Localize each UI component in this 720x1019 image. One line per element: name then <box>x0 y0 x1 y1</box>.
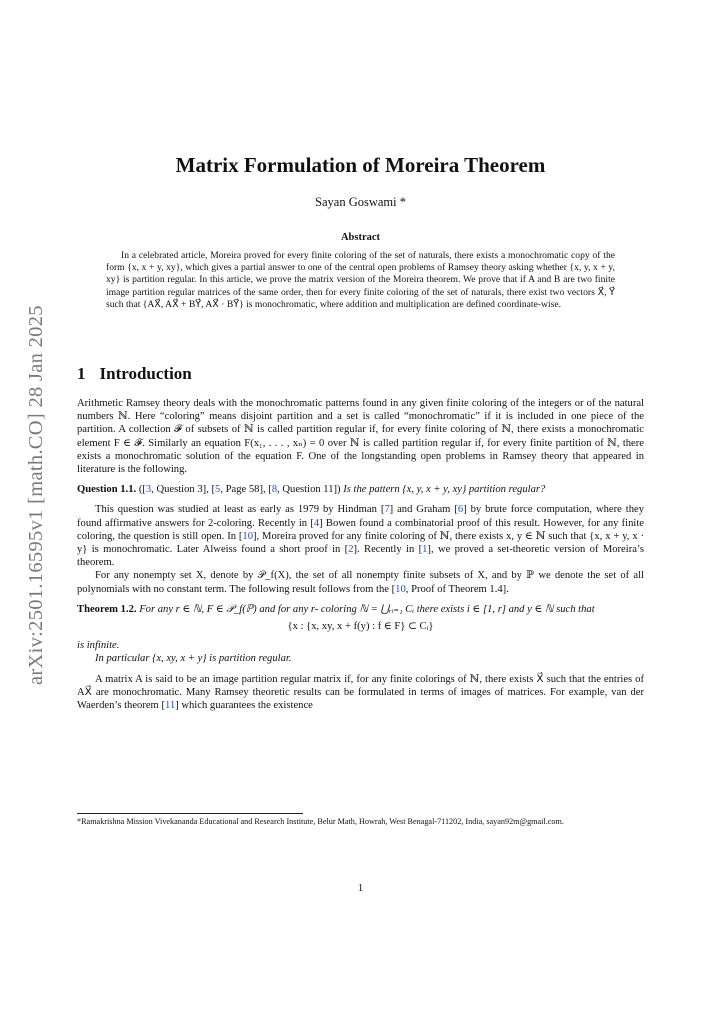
arxiv-identifier-stamp <box>14 290 54 690</box>
citation-link[interactable]: 1 <box>422 544 428 556</box>
citation-link[interactable]: 8 <box>271 484 278 496</box>
citation-link[interactable]: 11 <box>164 700 176 712</box>
matrix-paragraph: A matrix A is said to be an image partition regular matrix if, for any finite colorings of ℕ, there exists X⃗ such that the entries of AX⃗ are monochromatic. Many Ramsey theoretic results can be formulated in terms of images of matrices. For example, van der Waerden’s theorem [11] which guarantees the existence <box>77 673 644 712</box>
citation-link[interactable]: 3 <box>145 484 152 496</box>
citation-link[interactable]: 10 <box>242 530 254 542</box>
history-paragraph: This question was studied at least as early as 1979 by Hindman [7] and Graham [6] by brute force computation, where they found affirmative answers for 2-coloring. Recently in [4] Bowen found a combinatorial proof of this result. However, for any finite coloring, the question is still open. In [10], Moreira proved for any finite coloring of ℕ, there exists x, y ∈ ℕ such that {x, x + y, x · y} is monochromatic. Later Alweiss found a short proof in [2]. Recently in [1], we proved a set-theoretic version of Moreira’s theorem. <box>77 504 645 569</box>
footnote-rule <box>77 813 303 814</box>
abstract-text: In a celebrated article, Moreira proved for every finite coloring of the set of naturals, there exists a monochromatic copy of the form {x, x + y, xy}, which gives a partial answer to one of the central open problems of Ramsey theory asking whether {x, y, x + y, xy} is partition regular. In this article, we prove the matrix version of the Moreira theorem. We prove that if A and B are two finite image partition regular matrices of the same order, then for every finite coloring of the set of naturals, there exist two vectors X⃗, Y⃗ such that {AX⃗, AX⃗ + BY⃗, AX⃗ · BY⃗} is monochromatic, where addition and multiplication are defined coordinate-wise. <box>106 250 615 310</box>
citation-link[interactable]: 10 <box>395 583 406 595</box>
arxiv-stamp-text: arXiv:2501.16595v1 [math.CO] 28 Jan 2025 <box>25 305 47 685</box>
question-label: Question 1.1. <box>77 484 137 496</box>
theorem-corollary: In particular {x, xy, x + y} is partition regular. <box>95 653 292 665</box>
page-number: 1 <box>357 883 364 894</box>
intro-paragraph: Arithmetic Ramsey theory deals with the monochromatic patterns found in any given finite coloring of the integers or of the natural numbers ℕ. Here “coloring” means disjoint partition and a set is called “monochromatic” if it is included in one piece of the partition. A collection 𝓕 of subsets of ℕ is called partition regular if, for every finite coloring of ℕ, there exists a monochromatic element F ∈ 𝓕. Similarly an equation F(x₁, . . . , xₙ) = 0 over ℕ is called partition regular if, for every finite partition of ℕ, there exists a monochromatic solution of the equation F. One of the longstanding open problems in Ramsey theory that appeared in literature is the following. <box>77 398 644 476</box>
citation-link[interactable]: 6 <box>457 504 464 516</box>
citation-link[interactable]: 4 <box>313 517 320 529</box>
theorem-conclusion: is infinite. <box>77 640 120 652</box>
section-title: Introduction <box>99 364 192 383</box>
citation-link[interactable]: 7 <box>384 504 390 516</box>
theorem-text: For any r ∈ ℕ, F ∈ 𝒫_f(ℙ) and for any r- coloring ℕ = ⋃ᵣᵢ₌₁ Cᵢ there exists i ∈ [1, r] and y ∈ ℕ such that <box>139 603 595 615</box>
citation-link[interactable]: 2 <box>348 544 354 556</box>
section-heading <box>77 364 192 384</box>
paper-title: Matrix Formulation of Moreira Theorem <box>175 153 546 177</box>
question-text: Is the pattern {x, y, x + y, xy} partition regular? <box>343 484 546 496</box>
section-number: 1 <box>77 364 86 383</box>
author-line: Sayan Goswami * <box>315 195 406 209</box>
theorem-label: Theorem 1.2. <box>77 603 137 615</box>
theorem-display-formula: {x : {x, xy, x + f(y) : f ∈ F} ⊂ Cᵢ} <box>287 621 434 633</box>
abstract-heading: Abstract <box>340 232 381 243</box>
citation-link[interactable]: 5 <box>215 484 221 496</box>
question-block: Question 1.1. ([3, Question 3], [5, Page 58], [8, Question 11]) Is the pattern {x, y, x + y, xy} partition regular? <box>77 484 546 496</box>
theorem-block <box>77 603 644 616</box>
author-footnote: *Ramakrishna Mission Vivekananda Educational and Research Institute, Belur Math, Howrah, West Benagal-711202, India, sayan92m@gmail.com. <box>77 817 564 826</box>
body-text <box>77 397 644 712</box>
notation-paragraph: For any nonempty set X, denote by 𝒫_f(X), the set of all nonempty finite subsets of X, and by ℙ we denote the set of all polynomials with no constant term. The following result follows from the [10, Proof of Theorem 1.4]. <box>77 570 644 595</box>
